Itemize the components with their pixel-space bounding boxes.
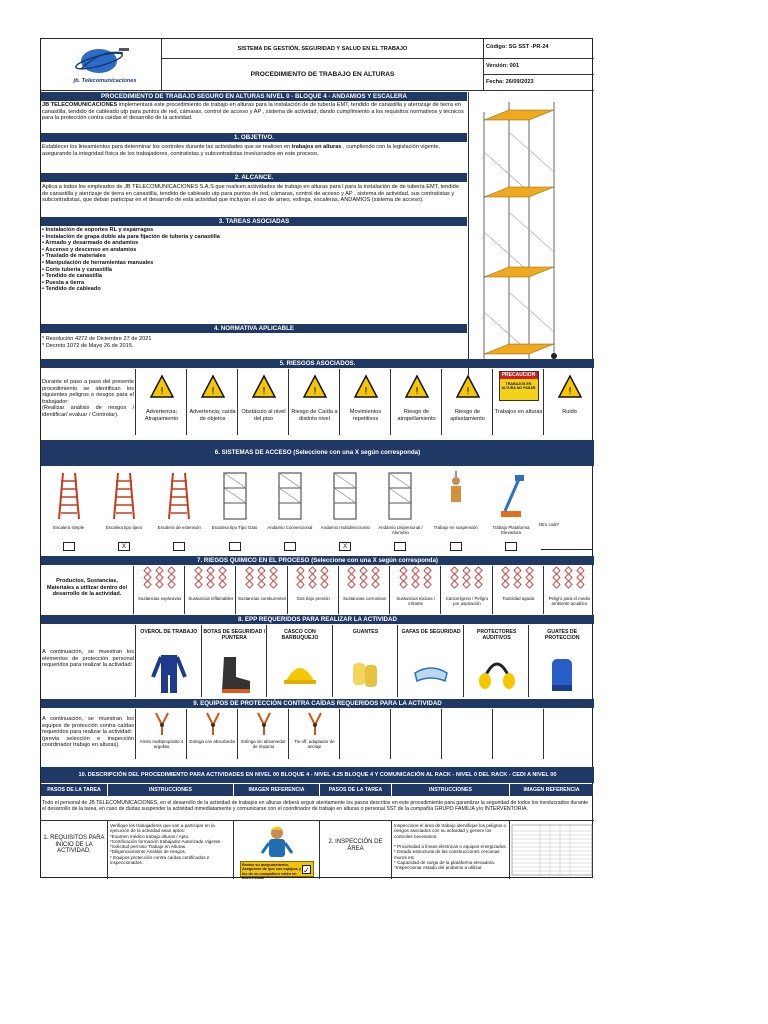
ladder-icon [55, 471, 83, 521]
protective-gloves-icon [542, 651, 582, 695]
quimico-label: Sustancias explosivas [138, 596, 182, 601]
acceso-checkbox[interactable] [63, 542, 75, 551]
epp-bar: 8. EPP REQUERIDOS PARA REALIZAR LA ACTIVIDAD [41, 615, 594, 624]
epp-item [135, 625, 201, 697]
acceso-label: Andamio Convencional [267, 525, 313, 530]
aluminum-scaffold-icon [386, 471, 414, 521]
tarea-item: • Traslado de materiales [42, 253, 106, 260]
tarea-item: • Tendido de cableado [42, 286, 101, 293]
riesgo-label: Advertencia; Atrapamiento [144, 409, 179, 422]
riesgos-note: (Realizar análisis de riesgos / identificar/ evaluar / Controlar). [42, 405, 134, 418]
lanyard-absorber-icon [203, 711, 223, 737]
warning-triangle-icon [456, 375, 480, 399]
acceso-item [539, 467, 594, 555]
quimico-label: Sustancias tóxicas / irritante [396, 596, 436, 607]
riesgo-item [390, 369, 441, 435]
step1-image-cell [234, 821, 320, 879]
caidas-intro [42, 716, 134, 749]
epp-label: GAFAS DE SEGURIDAD [401, 629, 461, 635]
suspension-worker-icon [442, 471, 470, 521]
caidas-item [339, 709, 390, 759]
acceso-bar: 6. SISTEMAS DE ACCESO (Seleccione con una X según corresponda) [41, 440, 594, 466]
step-row [41, 820, 594, 879]
descripcion-col-header: PASOS DE LA TAREA [320, 784, 392, 796]
check-icon: ✓ [303, 866, 310, 875]
ghs-pictograms-icon [244, 568, 280, 590]
logo-cell [41, 39, 162, 91]
svg-text:!: ! [210, 386, 215, 397]
scaffold-illustration [469, 92, 595, 375]
doc-version: Versión: 001 [486, 63, 519, 69]
tarea-item: • Tendido de canastilla [42, 273, 102, 280]
quimico-item [492, 566, 543, 614]
objetivo-text-b: , cumpliendo con la legislación vigente, asegurando la integridad física de los trabajadores, contratistas y subcontratistas involucrados en este proceso. [42, 144, 441, 157]
caidas-item [543, 709, 594, 759]
other-icon [552, 471, 580, 521]
gloves-icon [345, 651, 385, 695]
doc-code: Código: SG SST -PR-24 [486, 44, 549, 50]
ghs-pictograms-icon [500, 568, 536, 590]
acceso-checkbox[interactable] [173, 542, 185, 551]
version-cell [484, 59, 594, 75]
riesgo-item [441, 369, 492, 435]
acceso-checkbox[interactable] [505, 542, 517, 551]
descripcion-general: Todo el personal de JB TELECOMUNICACIONES, en el desarrollo de la actividad de trabajos en alturas deberá seguir atentamente los pasos descritos en este procedimiento para garantizar la seguridad de todos los involucrados durante el desarrollo de la tarea, en caso de dudas suspender la actividad inmediatamente y comunicarse con el coordinador de trabajo en alturas o personal SST de la compañía GRUPO FAMILIA y/o INTERVENTORIA. [42, 800, 589, 813]
acceso-label: Otro cuál? [538, 522, 559, 527]
quimico-item [287, 566, 338, 614]
normativa-bar: 4. NORMATIVA APLICABLE [41, 324, 467, 333]
riesgo-item [135, 369, 186, 435]
epp-label: CASCO CON BARBUQUEJO [281, 629, 319, 641]
epp-intro: A continuación, se muestran los elementos de protección personal requeridos para realizar la actividad: [42, 649, 134, 669]
other-line [541, 549, 592, 550]
quimico-item [184, 566, 235, 614]
step-ladder-icon [110, 471, 138, 521]
tarea-item: • Armado y desarmado de andamios [42, 240, 139, 247]
ghs-pictograms-icon [398, 568, 434, 590]
company-name: JB TELECOMUNICACIONES [42, 102, 118, 108]
hard-hat-icon [280, 651, 320, 695]
warning-triangle-icon [150, 375, 174, 399]
riesgos-bar: 5. RIESGOS ASOCIADOS. [41, 359, 594, 368]
warning-triangle-icon [201, 375, 225, 399]
acceso-label: Andamio multidireccional [320, 525, 370, 530]
acceso-item [483, 467, 538, 555]
svg-text:!: ! [312, 386, 317, 397]
acceso-row [41, 467, 594, 555]
epp-item [266, 625, 332, 697]
quimico-label: Sustancias comburentes [238, 596, 287, 601]
riesgo-label: Trabajos en alturas [494, 409, 543, 415]
quimico-item [235, 566, 286, 614]
step1-label: 1. REQUISITOS PARA INICIO DE LA ACTIVIDAD. [43, 835, 105, 855]
objetivo-text-a: Establecer los lineamientos para determinar los controles durante las actividades que se realicen en [42, 144, 292, 150]
ghs-pictograms-icon [193, 568, 229, 590]
acceso-label: Escalera simple [53, 525, 85, 530]
scaffold-image-cell [468, 92, 594, 375]
riesgo-label: Riesgo de atropellamiento [397, 409, 436, 422]
epp-item [201, 625, 267, 697]
step1-cell [41, 821, 108, 879]
title-cell [162, 59, 484, 91]
svg-text:!: ! [159, 386, 164, 397]
caidas-bar: 9. EQUIPOS DE PROTECCIÓN CONTRA CAÍDAS REQUERIDOS PARA LA ACTIVIDAD [41, 699, 594, 708]
acceso-item [373, 467, 428, 555]
system-cell [162, 39, 484, 59]
aerial-lift-icon [497, 471, 525, 521]
svg-text:!: ! [261, 386, 266, 397]
quimico-label: Toxicidad aguda [502, 596, 535, 601]
tarea-item: • Corte tubería y canastilla [42, 266, 113, 273]
step2-label: 2. INSPECCIÓN DE ÁREA [328, 839, 383, 852]
ghs-pictograms-icon [449, 568, 485, 590]
caidas-label: Eslinga sin absorvedor de impacto [241, 739, 286, 750]
riesgo-label: Advertencia; caída de objetos [189, 409, 236, 422]
caidas-item [186, 709, 237, 759]
acceso-item [41, 467, 96, 555]
safety-boot-icon [214, 651, 254, 695]
intro-text: implementará este procedimiento de trabajo en alturas para la instalación de de tubería EMT, tendido de canastilla y aterrizaje de tierra en canastilla, tendido de cableado utp para puntos de red, cámaras, control de acceso y AP , sistema de actividad, dando cumplimiento a los requisitos normativos y técnicos para la protección contra caídas el desarrollo de la actividad. [42, 102, 464, 122]
procedure-sheet [40, 38, 593, 881]
alcance-bar: 2. ALCANCE. [41, 173, 467, 182]
objetivo-paragraph [42, 144, 466, 157]
acceso-item [262, 467, 317, 555]
objetivo-text-bold: trabajos en alturas [291, 144, 342, 150]
objetivo-bar: 1. OBJETIVO. [41, 133, 467, 142]
doc-date: Fecha: 26/09/2023 [486, 79, 534, 85]
quimico-label: Cancerígeno / Peligro por aspiración [445, 596, 489, 607]
tarea-item: • Instalación de grapa doble ala para fijación de tubería y canastilla [42, 233, 220, 240]
normativa-item: * Resolución 4272 de Diciembre 27 de 2021 [42, 336, 152, 342]
acceso-item [96, 467, 151, 555]
riesgo-item [339, 369, 390, 435]
riesgo-item [492, 369, 543, 435]
descripcion-col-header: IMAGEN REFERENCIA [234, 784, 320, 796]
epp-label: PROTECTORES AUDITIVOS [476, 629, 517, 641]
caidas-item [135, 709, 186, 759]
warning-triangle-icon [405, 375, 429, 399]
lanyard-icon [254, 711, 274, 737]
epp-item [332, 625, 398, 697]
descripcion-col-header: PASOS DE LA TAREA [41, 784, 108, 796]
riesgo-label: Ruido [562, 409, 577, 415]
step1-caption: Revise su aseguramiento, Asegúrese de que sus equipos y los de su compañero estén en buen estado [242, 863, 302, 881]
caidas-label: Arnés multipropósito 4 argollas [139, 739, 184, 750]
riesgo-item [186, 369, 237, 435]
intro-paragraph [42, 102, 466, 122]
logo-text: jb. Telecomunicaciones [73, 78, 137, 84]
quimico-label: Sustancias corrosivas [343, 596, 386, 601]
acceso-item [428, 467, 483, 555]
quimico-label: Productos, Sustancias, Materiales a utilizar dentro del desarrollo de la actividad. [46, 578, 128, 598]
tarea-item: • Manipulación de herramientas manuales [42, 259, 154, 266]
descripcion-col-header: INSTRUCCIONES [108, 784, 234, 796]
epp-item [397, 625, 463, 697]
multidirectional-scaffold-icon [331, 471, 359, 521]
quimico-item [440, 566, 491, 614]
svg-text:!: ! [363, 386, 368, 397]
quimico-label: Gas bajo presión [296, 596, 330, 601]
warning-triangle-icon [252, 375, 276, 399]
quimico-label: Peligro para el medio ambiente acuático [548, 596, 591, 607]
step2-instructions: Inspeccione el área de trabajo identifique los peligros o riesgos asociados con su actividad y genere los controles necesarios. * Proximidad a líneas eléctricas o equipos energizados. * Estado estructural de las construcciones cercanas muros etc. * Capacidad de carga de la plataforma elevadora. *Inspeccionar estado del andamio a utilizar [394, 823, 507, 871]
step2-cell [320, 821, 392, 879]
epp-label: GUANTES [352, 629, 379, 635]
cage-ladder-icon [221, 471, 249, 521]
acceso-label: Trabajo Plataforma Elevadora [492, 525, 530, 535]
svg-text:!: ! [567, 386, 572, 397]
warning-triangle-icon [558, 375, 582, 399]
tareas-list [42, 227, 466, 293]
acceso-checkbox[interactable] [284, 542, 296, 551]
inspection-form-thumbnail [510, 821, 594, 879]
caidas-item [492, 709, 543, 759]
caution-sign-icon [499, 371, 539, 401]
acceso-label: Escalera tipo Tipo Gato [211, 525, 258, 530]
ghs-pictograms-icon [346, 568, 382, 590]
quimico-bar: 7. RIEGOS QUIMICO EN EL PROCESO (Seleccione con una X según corresponda) [41, 556, 594, 565]
ghs-pictograms-icon [295, 568, 331, 590]
main-section-bar: PROCEDIMIENTO DE TRABAJO SEGURO EN ALTURAS NIVEL 0 - BLOQUE 4 - ANDAMIOS Y ESCALERA [41, 92, 467, 101]
acceso-checkbox[interactable]: X [339, 542, 351, 551]
acceso-label: Andamio Unipersonal / Aluminio [378, 525, 423, 535]
harness-icon [152, 711, 172, 737]
quimico-item [133, 566, 184, 614]
caidas-item [390, 709, 441, 759]
date-cell [484, 75, 594, 91]
descripcion-bar: 10. DESCRIPCIÓN DEL PROCEDIMIENTO PARA ACTIVIDADES EN NIVEL 00 BLOQUE 4 - NIVEL 4.25 BLOQUE 4 Y COMUNICACIÓN AL RACK - NIVEL 0 DEL RACK - CEDI A NIVEL 00 [41, 767, 594, 783]
epp-label: GUATES DE PROTECCION [544, 629, 580, 641]
caidas-row [135, 709, 594, 759]
riesgo-item [288, 369, 339, 435]
tarea-item: • Instalación de soportes RL y espárragos [42, 227, 154, 233]
quimico-item [389, 566, 440, 614]
descripcion-columns [41, 784, 594, 796]
ear-protection-icon [477, 651, 517, 695]
riesgos-icons-row [135, 369, 594, 435]
warning-triangle-icon [303, 375, 327, 399]
descripcion-col-header: INSTRUCCIONES [392, 784, 510, 796]
ghs-pictograms-icon [551, 568, 587, 590]
step1-instructions: Verifique los trabajadores que van a participar en la ejecución de la actividad sean aptos: *Examen médico trabajo alturas / Apto. *Certificación formación trabajador Autorizado Vigente. *Solicitud permiso Trabajo en Alturas. *Diligenciamiento Análisis de riesgos. * Equipos protección contra caídas certificados e inspeccionados. [110, 823, 222, 866]
warning-triangle-icon [354, 375, 378, 399]
riesgos-intro [42, 379, 134, 419]
riesgo-label: Obstáculo al nivel del piso [241, 409, 286, 422]
tarea-item: • Puesta a tierra [42, 279, 85, 286]
acceso-label: Trabajo en suspensión [433, 525, 478, 530]
code-cell [484, 39, 594, 59]
acceso-checkbox[interactable]: X [118, 542, 130, 551]
extension-ladder-icon [165, 471, 193, 521]
epp-item [463, 625, 529, 697]
riesgos-intro-text: Durante el paso a paso del presente procedimiento se identifican los siguientes peligros o riesgos para el trabajador: [42, 379, 134, 405]
acceso-label: Escalera de extensión [157, 525, 201, 530]
step2-image-cell [510, 821, 594, 879]
acceso-label: Escalera tipo tijera [105, 525, 142, 530]
caidas-label: Tie off, adaptador de anclaje [294, 739, 335, 750]
normativa-list [42, 336, 466, 349]
epp-label: OVEROL DE TRABAJO [140, 629, 198, 635]
caution-sign-title: PRECAUCION [500, 372, 538, 379]
caution-sign-text: TRABAJOS EN ALTURA NO PASAR [501, 382, 536, 391]
tarea-item: • Ascenso y descenso en andamios [42, 246, 137, 253]
riesgo-label: Riesgo de Caída a distinto nivel [291, 409, 338, 422]
caidas-intro-text: A continuación, se muestran los equipos de protección contra caídas requeridos para realizar la actividad: [42, 716, 134, 736]
caidas-item [288, 709, 339, 759]
quimico-item [338, 566, 389, 614]
acceso-checkbox[interactable] [229, 542, 241, 551]
system-title: SISTEMA DE GESTIÓN, SEGURIDAD Y SALUD EN EL TRABAJO [237, 46, 408, 52]
caidas-note: (previa selección e inspección coordinador trabajo en alturas). [42, 735, 134, 749]
svg-text:!: ! [465, 386, 470, 397]
quimico-item [543, 566, 594, 614]
caidas-item [441, 709, 492, 759]
normativa-item: * Decreto 1072 de Mayo 26 de 2015. [42, 342, 134, 349]
ghs-pictograms-icon [142, 568, 178, 590]
page-title: PROCEDIMIENTO DE TRABAJO EN ALTURAS [250, 71, 395, 78]
riesgo-item [543, 369, 594, 435]
step1-caption-box [240, 861, 314, 881]
tareas-bar: 3. TAREAS ASOCIADAS [41, 217, 467, 226]
svg-text:!: ! [414, 386, 419, 397]
riesgo-item [237, 369, 288, 435]
anchor-adapter-icon [305, 711, 325, 737]
epp-item [528, 625, 594, 697]
caidas-label: Eslinga con absorbedor [189, 739, 236, 744]
acceso-item [318, 467, 373, 555]
acceso-item [207, 467, 262, 555]
acceso-checkbox[interactable] [450, 542, 462, 551]
safety-glasses-icon [411, 651, 451, 695]
step2-instructions-cell [392, 821, 510, 879]
riesgo-label: Riesgo de aplastamiento [450, 409, 485, 422]
alcance-text: Aplica a todos los empleados de JB TELECOMUNICACIONES S.A.S que realicen actividades de trabajo en alturas para l para la instalación de de tubería EMT, tendido de canastilla y aterrizaje de tierra en canastilla, tendido de cableado utp para puntos de red, cámaras, control de acceso y AP , sistema de actividad, sus contratistas y subcontratistas, que deban participar en el desarrollo de esta actividad que incluyan el uso de arnes, eslinga, escaleras, ANDAMIOS (sistema de acceso). [42, 184, 459, 204]
acceso-item [152, 467, 207, 555]
caidas-item [237, 709, 288, 759]
riesgo-label: Movimientos repetitivos [349, 409, 382, 422]
coverall-icon [149, 651, 189, 695]
scaffold-icon [276, 471, 304, 521]
epp-label: BOTAS DE SEGURIDAD / PUNTERA [203, 629, 266, 641]
step1-instructions-cell [108, 821, 234, 879]
descripcion-col-header: IMAGEN REFERENCIA [510, 784, 594, 796]
quimico-row [133, 566, 594, 614]
epp-row [135, 625, 594, 697]
acceso-checkbox[interactable] [394, 542, 406, 551]
quimico-label: Sustancias inflamables [188, 596, 234, 601]
